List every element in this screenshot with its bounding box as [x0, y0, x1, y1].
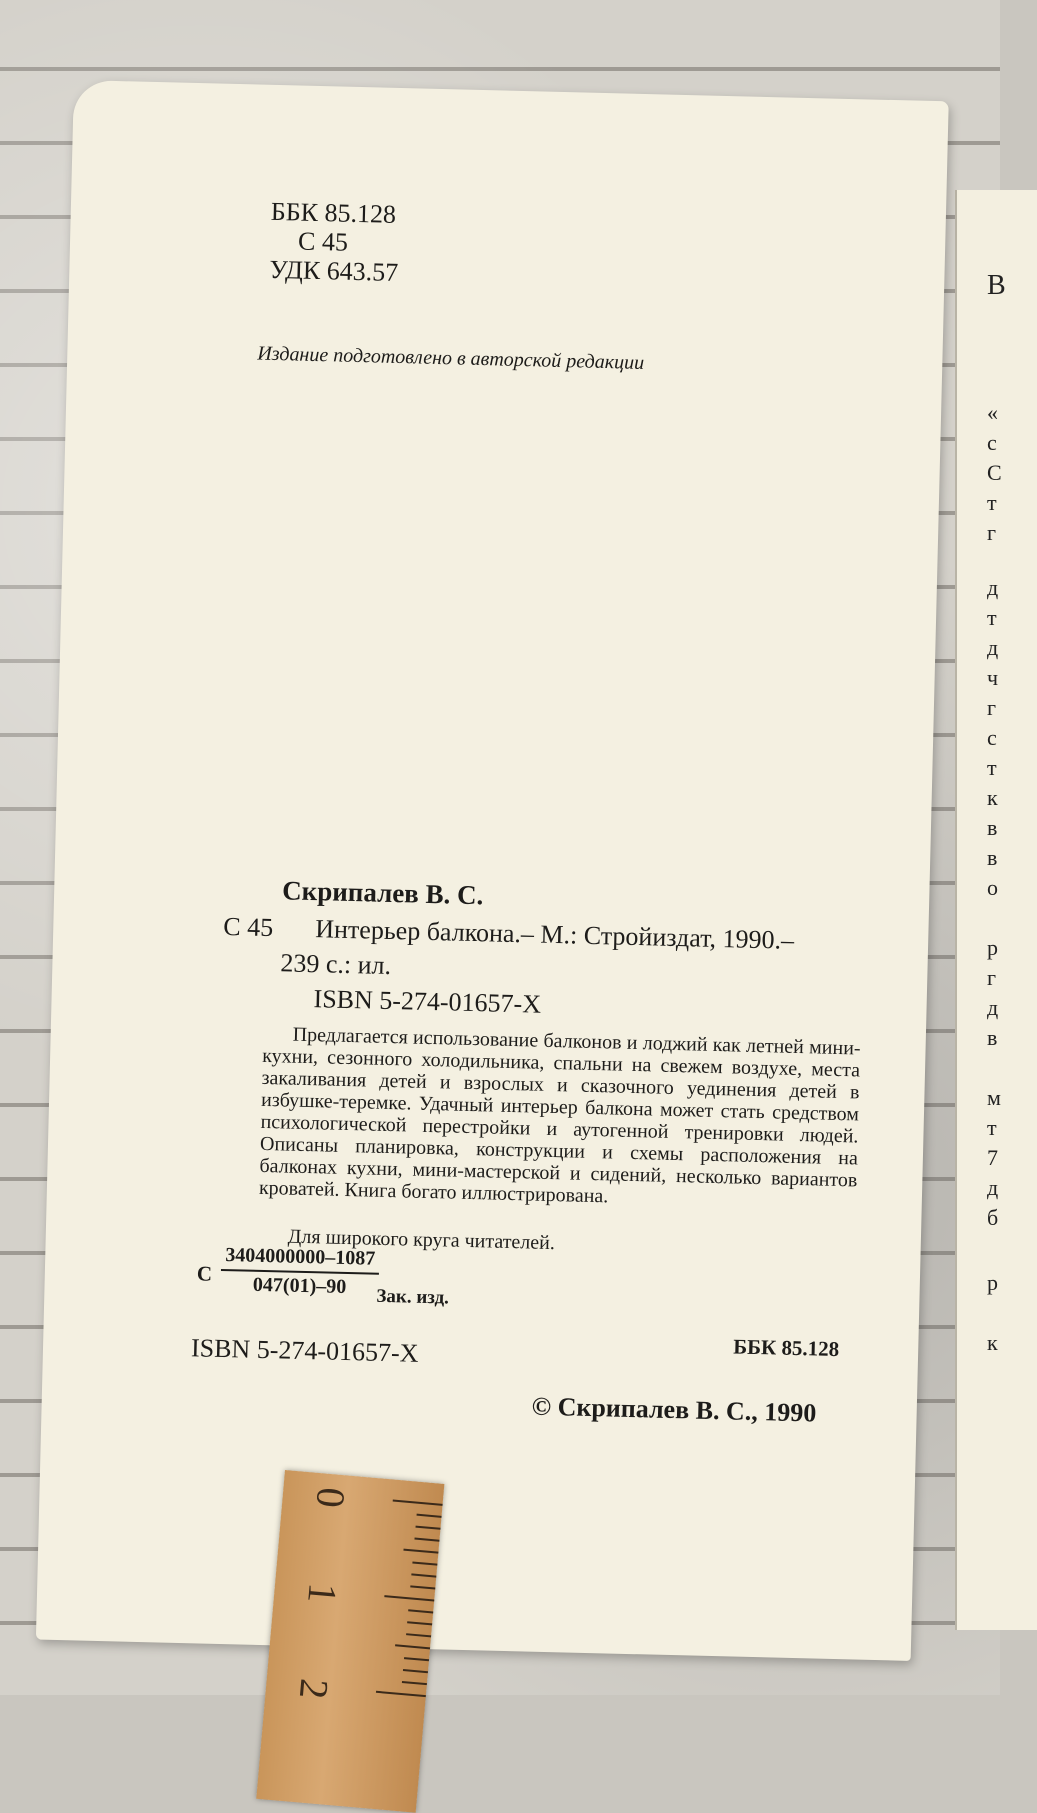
ruler-number: 1 [299, 1581, 346, 1606]
book-page [36, 80, 949, 1661]
ruler-tick [395, 1644, 430, 1649]
ruler-tick [408, 1609, 433, 1613]
ruler-tick [404, 1657, 429, 1661]
catalog-letter: С [196, 1261, 213, 1286]
facing-page-letter: г [987, 520, 997, 545]
facing-page-letter: т [987, 490, 997, 515]
facing-page-letter: в [987, 845, 998, 870]
ruler-tick [412, 1561, 437, 1565]
record-isbn: ISBN 5-274-01657-X [313, 984, 542, 1019]
ruler-tick [407, 1621, 432, 1625]
facing-page-letter: С [987, 460, 1002, 485]
facing-page-letter: « [987, 400, 998, 425]
catalog-numerator: 3404000000–1087 [221, 1244, 380, 1275]
ruler-number: 2 [290, 1676, 338, 1701]
order-label: Зак. изд. [376, 1285, 450, 1309]
facing-page-letter: В [987, 270, 1006, 301]
facing-page-letter: р [987, 935, 998, 960]
ruler-number: 0 [307, 1485, 355, 1510]
footer-isbn: ISBN 5-274-01657-X [190, 1333, 419, 1368]
facing-page-letter: р [987, 1270, 998, 1295]
bbk-code: ББК 85.128 [270, 196, 397, 229]
ruler-tick [384, 1595, 434, 1601]
facing-page-letter: д [987, 575, 999, 600]
facing-page [955, 190, 1037, 1630]
ruler-tick [403, 1549, 438, 1554]
facing-page-letter: т [987, 755, 997, 780]
ruler-tick [410, 1585, 435, 1589]
facing-page-letter: в [987, 815, 998, 840]
facing-page-letter: д [987, 995, 999, 1020]
facing-page-letter: к [987, 1330, 998, 1355]
facing-page-letter: к [987, 785, 998, 810]
facing-page-letter: г [987, 695, 997, 720]
record-pages: 239 с.: ил. [280, 948, 392, 981]
record-author: Скрипалев В. С. [281, 875, 484, 911]
facing-page-letter: т [987, 605, 997, 630]
ruler-tick [406, 1633, 431, 1637]
catalog-denominator: 047(01)–90 [252, 1273, 347, 1299]
abstract-paragraph: Предлагается использование балконов и лоджий как летней мини-кухни, сезонного холодильника, спальни на свежем воздухе, места закаливания детей и взрослых и сказочного уединения детей в избушке-теремке. Удачный интерьер балкона может стать средством психологической перестройки и аутогенной тренировки людей. Описаны планировка, конструкции и схемы расположения на балконах кухни, мини-мастерской и сидений, несколько вариантов кроватей. Книга богато иллюстрирована. [258, 1023, 861, 1208]
edition-note: Издание подготовлено в авторской редакции [257, 342, 645, 375]
facing-page-letter: т [987, 1115, 997, 1140]
ruler-tick [414, 1538, 439, 1542]
facing-page-letter: д [987, 635, 999, 660]
copyright-line: © Скрипалев В. С., 1990 [531, 1391, 817, 1428]
facing-page-letter: д [987, 1175, 999, 1200]
facing-page-letter: м [987, 1085, 1001, 1110]
ruler-tick [376, 1691, 426, 1697]
ruler-tick [402, 1681, 427, 1685]
record-title: Интерьер балкона.– М.: Стройиздат, 1990.– [314, 914, 795, 955]
ruler-tick [415, 1526, 440, 1530]
udk-code: УДК 643.57 [269, 254, 399, 287]
ruler-tick [417, 1514, 442, 1518]
facing-page-letter: г [987, 965, 997, 990]
facing-page-letter: б [987, 1205, 999, 1230]
ruler-tick [403, 1669, 428, 1673]
facing-page-letter: ч [987, 665, 999, 690]
classification-block [269, 197, 400, 287]
facing-page-letter: с [987, 725, 997, 750]
facing-page-letter: в [987, 1025, 998, 1050]
footer-bbk: ББК 85.128 [732, 1334, 840, 1362]
author-mark: С 45 [297, 226, 349, 257]
facing-page-letter: о [987, 875, 998, 900]
audience-note: Для широкого круга читателей. [287, 1225, 556, 1255]
facing-page-letter: 7 [987, 1145, 998, 1170]
wooden-ruler [256, 1470, 444, 1813]
facing-page-letter: с [987, 430, 997, 455]
ruler-tick [393, 1500, 443, 1506]
ruler-tick [411, 1573, 436, 1577]
record-code: С 45 [223, 911, 274, 943]
catalog-fraction [220, 1244, 379, 1300]
